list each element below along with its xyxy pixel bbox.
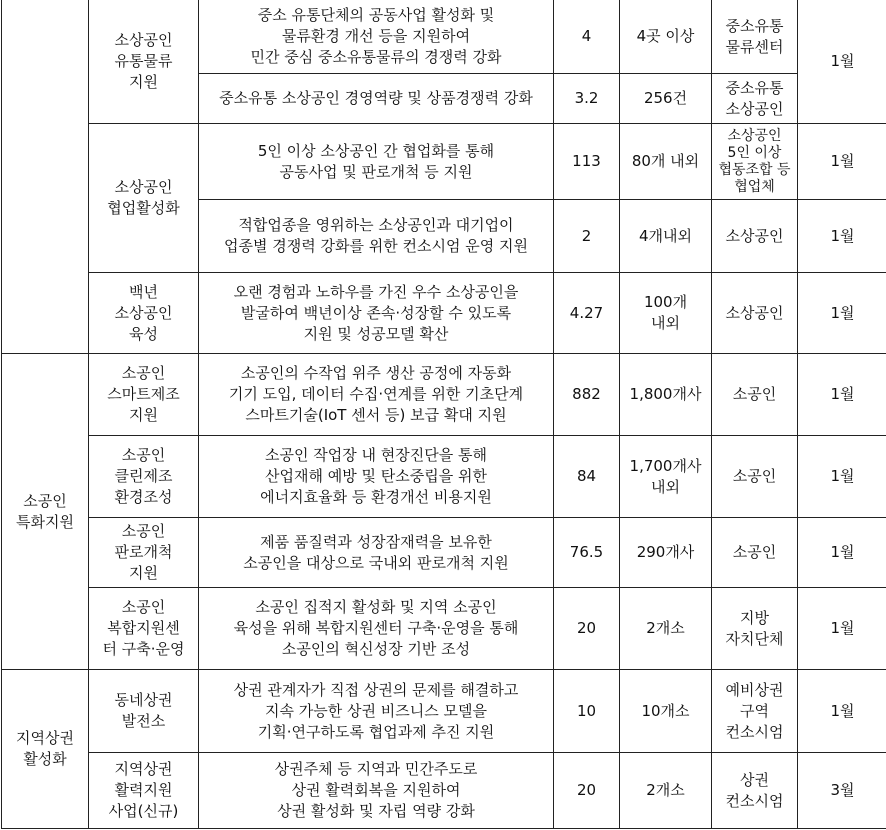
program-cell: 소공인 판로개척 지원 bbox=[89, 518, 199, 588]
scale-cell: 1,700개사 내외 bbox=[620, 436, 712, 518]
scale-cell: 80개 내외 bbox=[620, 124, 712, 200]
target-cell: 지방 자치단체 bbox=[712, 588, 798, 670]
program-table bbox=[1, 0, 886, 829]
month-cell: 1월 bbox=[798, 436, 886, 518]
budget-cell: 113 bbox=[554, 124, 620, 200]
target-cell: 소상공인 bbox=[712, 273, 798, 354]
description-cell: 중소 유통단체의 공동사업 활성화 및 물류환경 개선 등을 지원하여 민간 중심 중소유통물류의 경쟁력 강화 bbox=[199, 0, 554, 74]
scale-cell: 10개소 bbox=[620, 670, 712, 753]
month-cell: 1월 bbox=[798, 354, 886, 436]
scale-cell: 4개내외 bbox=[620, 200, 712, 273]
table-row bbox=[2, 0, 886, 74]
program-cell: 동네상권 발전소 bbox=[89, 670, 199, 753]
table-row bbox=[2, 273, 886, 354]
category-cell: 지역상권 활성화 bbox=[2, 670, 89, 829]
description-cell: 상권주체 등 지역과 민간주도로 상권 활력회복을 지원하여 상권 활성화 및 자립 역량 강화 bbox=[199, 753, 554, 829]
target-cell: 상권 컨소시엄 bbox=[712, 753, 798, 829]
month-cell: 1월 bbox=[798, 518, 886, 588]
scale-cell: 2개소 bbox=[620, 753, 712, 829]
table-row bbox=[2, 436, 886, 518]
scale-cell: 290개사 bbox=[620, 518, 712, 588]
target-cell: 소상공인 5인 이상 협동조합 등 협업체 bbox=[712, 124, 798, 200]
budget-cell: 84 bbox=[554, 436, 620, 518]
budget-cell: 20 bbox=[554, 588, 620, 670]
budget-cell: 10 bbox=[554, 670, 620, 753]
table-row bbox=[2, 670, 886, 753]
budget-cell: 4.27 bbox=[554, 273, 620, 354]
category-cell: 소공인 특화지원 bbox=[2, 354, 89, 670]
scale-cell: 256건 bbox=[620, 74, 712, 124]
program-cell: 소공인 복합지원센 터 구축·운영 bbox=[89, 588, 199, 670]
target-cell: 중소유통 물류센터 bbox=[712, 0, 798, 74]
table-row bbox=[2, 588, 886, 670]
target-cell: 소상공인 bbox=[712, 200, 798, 273]
description-cell: 중소유통 소상공인 경영역량 및 상품경쟁력 강화 bbox=[199, 74, 554, 124]
month-cell: 3월 bbox=[798, 753, 886, 829]
month-cell: 1월 bbox=[798, 200, 886, 273]
program-cell: 백년 소상공인 육성 bbox=[89, 273, 199, 354]
target-cell: 소공인 bbox=[712, 354, 798, 436]
month-cell: 1월 bbox=[798, 588, 886, 670]
budget-cell: 4 bbox=[554, 0, 620, 74]
scale-cell: 4곳 이상 bbox=[620, 0, 712, 74]
program-cell: 소상공인 협업활성화 bbox=[89, 124, 199, 273]
table-row bbox=[2, 518, 886, 588]
description-cell: 소공인의 수작업 위주 생산 공정에 자동화 기기 도입, 데이터 수집·연계를 위한 기초단계 스마트기술(IoT 센서 등) 보급 확대 지원 bbox=[199, 354, 554, 436]
scale-cell: 100개 내외 bbox=[620, 273, 712, 354]
description-cell: 소공인 집적지 활성화 및 지역 소공인 육성을 위해 복합지원센터 구축·운영을 통해 소공인의 혁신성장 기반 조성 bbox=[199, 588, 554, 670]
description-cell: 상권 관계자가 직접 상권의 문제를 해결하고 지속 가능한 상권 비즈니스 모델을 기획·연구하도록 협업과제 추진 지원 bbox=[199, 670, 554, 753]
table-row bbox=[2, 124, 886, 200]
month-cell: 1월 bbox=[798, 0, 886, 124]
description-cell: 제품 품질력과 성장잠재력을 보유한 소공인을 대상으로 국내외 판로개척 지원 bbox=[199, 518, 554, 588]
program-cell: 소공인 클린제조 환경조성 bbox=[89, 436, 199, 518]
category-cell bbox=[2, 0, 89, 354]
month-cell: 1월 bbox=[798, 273, 886, 354]
budget-cell: 20 bbox=[554, 753, 620, 829]
target-cell: 중소유통 소상공인 bbox=[712, 74, 798, 124]
budget-cell: 76.5 bbox=[554, 518, 620, 588]
table-row bbox=[2, 753, 886, 829]
budget-cell: 3.2 bbox=[554, 74, 620, 124]
table-row bbox=[2, 354, 886, 436]
description-cell: 소공인 작업장 내 현장진단을 통해 산업재해 예방 및 탄소중립을 위한 에너지효율화 등 환경개선 비용지원 bbox=[199, 436, 554, 518]
scale-cell: 2개소 bbox=[620, 588, 712, 670]
description-cell: 적합업종을 영위하는 소상공인과 대기업이 업종별 경쟁력 강화를 위한 컨소시엄 운영 지원 bbox=[199, 200, 554, 273]
program-cell: 소공인 스마트제조 지원 bbox=[89, 354, 199, 436]
scale-cell: 1,800개사 bbox=[620, 354, 712, 436]
program-cell: 지역상권 활력지원 사업(신규) bbox=[89, 753, 199, 829]
target-cell: 소공인 bbox=[712, 436, 798, 518]
budget-cell: 2 bbox=[554, 200, 620, 273]
month-cell: 1월 bbox=[798, 124, 886, 200]
budget-cell: 882 bbox=[554, 354, 620, 436]
description-cell: 오랜 경험과 노하우를 가진 우수 소상공인을 발굴하여 백년이상 존속·성장할 수 있도록 지원 및 성공모델 확산 bbox=[199, 273, 554, 354]
target-cell: 예비상권 구역 컨소시엄 bbox=[712, 670, 798, 753]
month-cell: 1월 bbox=[798, 670, 886, 753]
target-cell: 소공인 bbox=[712, 518, 798, 588]
program-cell: 소상공인 유통물류 지원 bbox=[89, 0, 199, 124]
description-cell: 5인 이상 소상공인 간 협업화를 통해 공동사업 및 판로개척 등 지원 bbox=[199, 124, 554, 200]
